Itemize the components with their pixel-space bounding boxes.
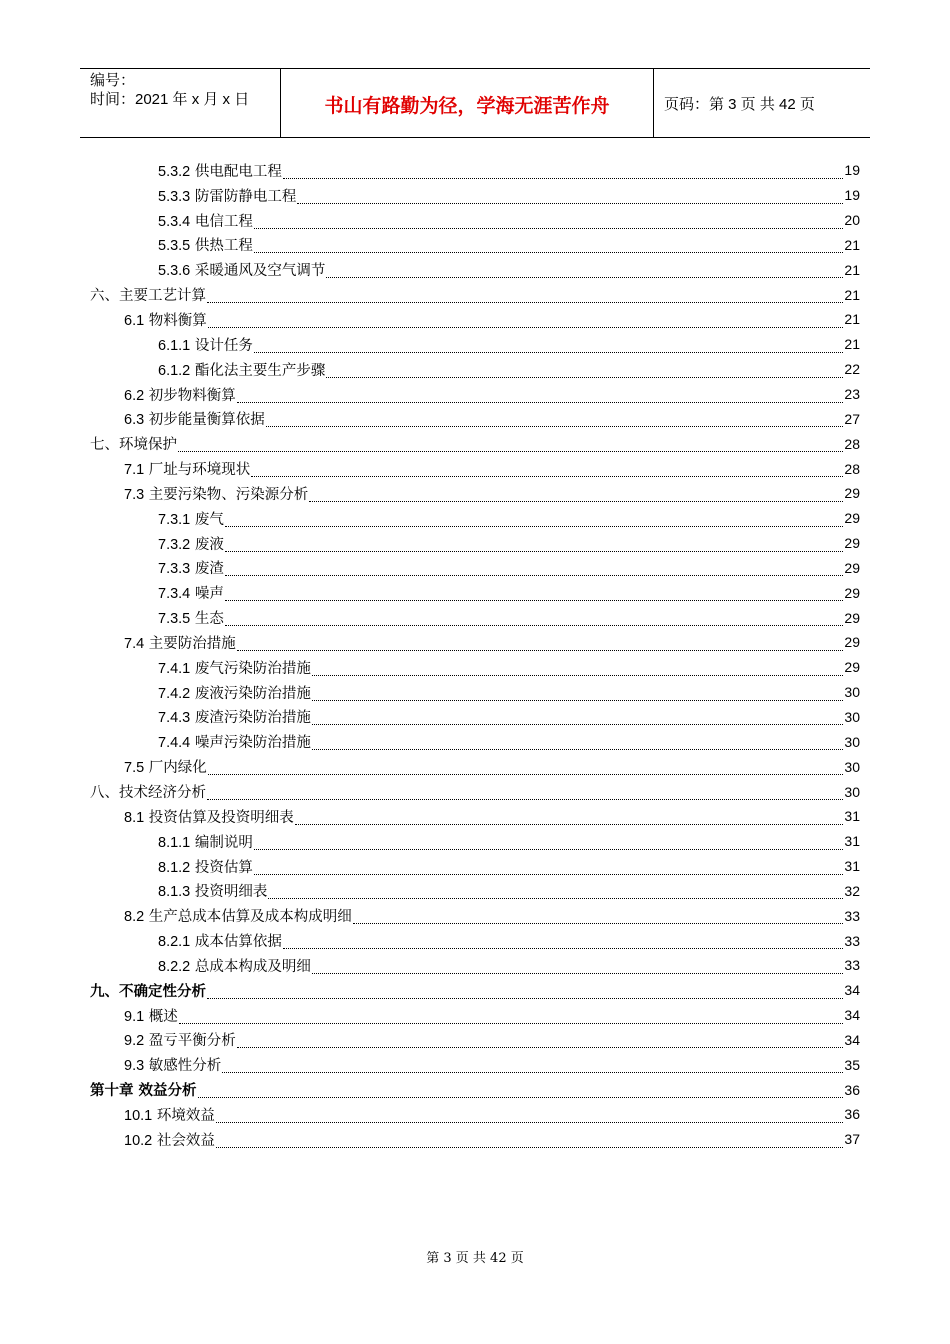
toc-entry-title: 环境效益 xyxy=(152,1107,215,1124)
toc-entry-label xyxy=(158,210,253,231)
toc-entry-number: 6.3 xyxy=(124,412,145,429)
toc-entry[interactable] xyxy=(90,953,860,978)
toc-entry[interactable] xyxy=(90,1077,860,1102)
toc-entry[interactable] xyxy=(90,158,860,183)
toc-entry-title: 总成本构成及明细 xyxy=(190,958,311,975)
toc-entry-page-number: 29 xyxy=(844,634,860,651)
header-motto: 书山有路勤为径，学海无涯苦作舟 xyxy=(281,69,654,137)
toc-entry-number: 5.3.3 xyxy=(158,188,191,205)
toc-entry-title: 初步物料衡算 xyxy=(144,387,236,404)
document-number-label: 编号： xyxy=(90,72,136,89)
toc-entry-title: 防雷防静电工程 xyxy=(190,188,297,205)
toc-entry-title: 供电配电工程 xyxy=(190,163,282,180)
toc-entry-title: 生态 xyxy=(190,611,224,628)
toc-entry[interactable] xyxy=(90,655,860,680)
toc-entry[interactable] xyxy=(90,854,860,879)
toc-entry-page-number: 35 xyxy=(844,1056,860,1073)
toc-entry-title: 投资明细表 xyxy=(190,884,268,901)
toc-entry[interactable] xyxy=(90,1028,860,1053)
toc-entry[interactable] xyxy=(90,406,860,431)
toc-entry-title: 物料衡算 xyxy=(144,312,207,329)
toc-entry-page-number: 29 xyxy=(844,485,860,502)
toc-dot-leader xyxy=(326,365,843,378)
toc-dot-leader xyxy=(216,1110,844,1123)
toc-entry[interactable] xyxy=(90,282,860,307)
toc-entry-page-number: 33 xyxy=(844,957,860,974)
toc-entry-page-number: 31 xyxy=(844,808,860,825)
toc-entry-page-number: 21 xyxy=(844,286,860,303)
toc-entry-page-number: 29 xyxy=(844,535,860,552)
toc-entry-page-number: 29 xyxy=(844,510,860,527)
toc-entry[interactable] xyxy=(90,779,860,804)
toc-entry-number: 5.3.4 xyxy=(158,213,191,230)
header-meta-cell xyxy=(80,69,281,137)
toc-entry[interactable] xyxy=(90,431,860,456)
toc-entry[interactable] xyxy=(90,729,860,754)
toc-entry-number: 7.3.3 xyxy=(158,561,191,578)
toc-dot-leader xyxy=(207,787,843,800)
toc-entry-number: 6.2 xyxy=(124,387,145,404)
toc-entry-page-number: 27 xyxy=(844,410,860,427)
toc-entry-label xyxy=(158,334,253,355)
toc-entry-number: 7.4.2 xyxy=(158,685,191,702)
toc-dot-leader xyxy=(326,265,843,278)
toc-dot-leader xyxy=(237,390,844,403)
toc-entry-label xyxy=(124,1054,221,1075)
toc-dot-leader xyxy=(251,464,843,477)
toc-entry-page-number: 30 xyxy=(844,684,860,701)
toc-entry-number: 9.1 xyxy=(124,1008,145,1025)
toc-entry-label xyxy=(158,657,311,678)
toc-dot-leader xyxy=(309,489,843,502)
toc-entry-page-number: 28 xyxy=(844,460,860,477)
toc-entry-label xyxy=(90,284,206,305)
toc-entry[interactable] xyxy=(90,1102,860,1127)
toc-entry-page-number: 36 xyxy=(844,1106,860,1123)
toc-entry-title: 社会效益 xyxy=(152,1132,215,1149)
toc-entry-page-number: 19 xyxy=(844,162,860,179)
toc-entry-page-number: 34 xyxy=(844,1031,860,1048)
toc-entry-title: 盈亏平衡分析 xyxy=(144,1033,236,1050)
toc-entry-label xyxy=(158,234,253,255)
toc-entry-label xyxy=(124,905,352,926)
toc-entry-label xyxy=(158,259,325,280)
toc-entry-page-number: 37 xyxy=(844,1131,860,1148)
toc-entry-number: 7.3.5 xyxy=(158,611,191,628)
toc-entry-title: 敏感性分析 xyxy=(144,1058,222,1075)
toc-entry-title: 采暖通风及空气调节 xyxy=(190,263,326,280)
toc-entry-label xyxy=(158,533,224,554)
toc-entry[interactable] xyxy=(90,580,860,605)
toc-entry-number: 8.1 xyxy=(124,809,145,826)
toc-entry[interactable] xyxy=(90,332,860,357)
toc-entry-label xyxy=(158,856,253,877)
toc-entry-page-number: 21 xyxy=(844,236,860,253)
toc-dot-leader xyxy=(225,613,844,626)
toc-entry-label xyxy=(124,806,294,827)
toc-entry-title: 酯化法主要生产步骤 xyxy=(190,362,326,379)
toc-entry-title: 废液 xyxy=(190,536,224,553)
toc-entry-label xyxy=(124,1029,236,1050)
toc-entry-label xyxy=(158,160,282,181)
toc-entry-number: 7.3.4 xyxy=(158,586,191,603)
toc-dot-leader xyxy=(266,414,844,427)
toc-entry-number: 8.2.1 xyxy=(158,934,191,951)
toc-entry-title: 主要污染物、污染源分析 xyxy=(144,486,309,503)
toc-entry[interactable] xyxy=(90,928,860,953)
toc-entry-title: 废渣 xyxy=(190,561,224,578)
toc-entry-page-number: 20 xyxy=(844,212,860,229)
page-footer: 第 3 页 共 42 页 xyxy=(426,1251,524,1266)
toc-entry-label xyxy=(124,458,250,479)
toc-entry[interactable] xyxy=(90,481,860,506)
toc-dot-leader xyxy=(297,191,843,204)
toc-entry-title: 供热工程 xyxy=(190,238,253,255)
toc-entry[interactable] xyxy=(90,804,860,829)
toc-entry-number: 7.4.4 xyxy=(158,735,191,752)
toc-entry-number: 6.1 xyxy=(124,312,145,329)
toc-entry-label xyxy=(124,309,207,330)
toc-dot-leader xyxy=(208,762,844,775)
toc-dot-leader xyxy=(353,911,844,924)
toc-dot-leader xyxy=(268,886,843,899)
toc-entry-label xyxy=(90,781,206,802)
toc-entry[interactable] xyxy=(90,903,860,928)
toc-entry-title: 噪声污染防治措施 xyxy=(190,735,311,752)
toc-entry-number: 10.1 xyxy=(124,1107,153,1124)
toc-entry[interactable] xyxy=(90,829,860,854)
toc-entry[interactable] xyxy=(90,978,860,1003)
toc-entry[interactable] xyxy=(90,754,860,779)
toc-dot-leader xyxy=(207,290,843,303)
toc-entry-page-number: 33 xyxy=(844,907,860,924)
toc-entry[interactable] xyxy=(90,1003,860,1028)
toc-entry-title: 设计任务 xyxy=(190,337,253,354)
toc-dot-leader xyxy=(312,712,844,725)
toc-entry-page-number: 22 xyxy=(844,361,860,378)
toc-entry[interactable] xyxy=(90,1127,860,1152)
toc-dot-leader xyxy=(178,439,843,452)
toc-dot-leader xyxy=(225,563,844,576)
toc-entry-page-number: 34 xyxy=(844,1007,860,1024)
toc-entry-title: 概述 xyxy=(144,1008,178,1025)
toc-entry-title: 第十章 效益分析 xyxy=(90,1083,197,1100)
toc-entry-label xyxy=(124,756,207,777)
toc-dot-leader xyxy=(283,936,844,949)
toc-entry[interactable] xyxy=(90,878,860,903)
toc-entry-label xyxy=(158,880,267,901)
toc-dot-leader xyxy=(254,862,844,875)
toc-dot-leader xyxy=(222,1060,843,1073)
toc-entry[interactable] xyxy=(90,382,860,407)
toc-entry-label xyxy=(158,930,282,951)
toc-entry-number: 8.1.1 xyxy=(158,834,191,851)
toc-entry[interactable] xyxy=(90,307,860,332)
toc-entry-title: 废气 xyxy=(190,511,224,528)
toc-entry-page-number: 30 xyxy=(844,733,860,750)
toc-entry-label xyxy=(158,607,224,628)
toc-entry-label xyxy=(158,731,311,752)
toc-entry-label xyxy=(124,1129,215,1150)
toc-dot-leader xyxy=(312,688,844,701)
toc-entry-page-number: 23 xyxy=(844,386,860,403)
toc-entry-title: 厂址与环境现状 xyxy=(144,462,251,479)
toc-entry-title: 主要防治措施 xyxy=(144,635,236,652)
toc-entry-page-number: 29 xyxy=(844,609,860,626)
toc-entry-number: 5.3.6 xyxy=(158,263,191,280)
toc-dot-leader xyxy=(254,240,844,253)
toc-entry-page-number: 21 xyxy=(844,336,860,353)
toc-entry-title: 生产总成本估算及成本构成明细 xyxy=(144,909,352,926)
toc-entry-number: 7.4 xyxy=(124,635,145,652)
toc-dot-leader xyxy=(198,1085,844,1098)
toc-entry[interactable] xyxy=(90,556,860,581)
toc-entry-title: 编制说明 xyxy=(190,834,253,851)
toc-entry[interactable] xyxy=(90,531,860,556)
toc-entry-label xyxy=(124,384,236,405)
toc-dot-leader xyxy=(208,315,844,328)
toc-entry[interactable] xyxy=(90,456,860,481)
toc-entry-label xyxy=(124,408,265,429)
toc-entry-page-number: 21 xyxy=(844,261,860,278)
toc-entry[interactable] xyxy=(90,233,860,258)
toc-entry-label xyxy=(158,508,224,529)
toc-entry-title: 七、环境保护 xyxy=(90,437,177,454)
toc-entry[interactable] xyxy=(90,506,860,531)
toc-entry-page-number: 36 xyxy=(844,1081,860,1098)
toc-entry-page-number: 29 xyxy=(844,659,860,676)
toc-entry-number: 7.3 xyxy=(124,486,145,503)
toc-entry-label xyxy=(124,632,236,653)
toc-dot-leader xyxy=(179,1011,844,1024)
toc-entry-title: 投资估算及投资明细表 xyxy=(144,809,294,826)
toc-entry-label xyxy=(90,1079,197,1100)
toc-entry-title: 八、技术经济分析 xyxy=(90,785,206,802)
toc-entry[interactable] xyxy=(90,705,860,730)
toc-entry-number: 10.2 xyxy=(124,1132,153,1149)
toc-entry[interactable] xyxy=(90,1052,860,1077)
toc-entry-label xyxy=(158,706,311,727)
toc-entry-page-number: 30 xyxy=(844,708,860,725)
toc-entry-number: 9.3 xyxy=(124,1058,145,1075)
toc-entry-label xyxy=(90,980,206,1001)
toc-entry-page-number: 30 xyxy=(844,758,860,775)
toc-entry-title: 废气污染防治措施 xyxy=(190,660,311,677)
toc-entry[interactable] xyxy=(90,680,860,705)
toc-entry-page-number: 31 xyxy=(844,833,860,850)
toc-entry-number: 7.3.1 xyxy=(158,511,191,528)
toc-entry[interactable] xyxy=(90,605,860,630)
toc-entry[interactable] xyxy=(90,357,860,382)
toc-dot-leader xyxy=(225,514,844,527)
toc-entry-title: 废液污染防治措施 xyxy=(190,685,311,702)
document-date-label: 时间：2021 年 x 月 x 日 xyxy=(90,91,250,108)
toc-entry-number: 7.5 xyxy=(124,760,145,777)
toc-entry-label xyxy=(158,955,311,976)
toc-entry-label xyxy=(124,1005,178,1026)
toc-dot-leader xyxy=(295,812,844,825)
toc-dot-leader xyxy=(237,638,844,651)
toc-entry-label xyxy=(90,433,177,454)
toc-entry-page-number: 28 xyxy=(844,435,860,452)
toc-entry-number: 6.1.1 xyxy=(158,337,191,354)
toc-entry-title: 废渣污染防治措施 xyxy=(190,710,311,727)
toc-entry-title: 厂内绿化 xyxy=(144,760,207,777)
toc-entry[interactable] xyxy=(90,208,860,233)
toc-dot-leader xyxy=(312,961,844,974)
toc-entry-number: 8.1.3 xyxy=(158,884,191,901)
toc-entry-number: 7.3.2 xyxy=(158,536,191,553)
toc-entry-label xyxy=(124,1104,215,1125)
toc-entry-label xyxy=(158,831,253,852)
toc-entry-page-number: 29 xyxy=(844,584,860,601)
toc-entry-title: 初步能量衡算依据 xyxy=(144,412,265,429)
toc-entry-page-number: 29 xyxy=(844,559,860,576)
toc-entry-number: 5.3.5 xyxy=(158,238,191,255)
toc-entry-number: 5.3.2 xyxy=(158,163,191,180)
toc-entry-page-number: 30 xyxy=(844,783,860,800)
toc-entry[interactable] xyxy=(90,183,860,208)
toc-entry-title: 投资估算 xyxy=(190,859,253,876)
toc-entry-page-number: 34 xyxy=(844,982,860,999)
toc-entry-title: 成本估算依据 xyxy=(190,934,282,951)
toc-entry-label xyxy=(158,359,325,380)
toc-entry-number: 7.1 xyxy=(124,462,145,479)
toc-dot-leader xyxy=(225,588,844,601)
toc-entry-number: 7.4.3 xyxy=(158,710,191,727)
toc-dot-leader xyxy=(254,340,844,353)
toc-entry-title: 电信工程 xyxy=(190,213,253,230)
toc-entry-label xyxy=(158,582,224,603)
toc-entry-page-number: 33 xyxy=(844,932,860,949)
toc-dot-leader xyxy=(216,1135,844,1148)
toc-entry-label xyxy=(158,682,311,703)
toc-dot-leader xyxy=(283,166,844,179)
toc-entry-number: 8.2.2 xyxy=(158,958,191,975)
toc-entry-number: 9.2 xyxy=(124,1033,145,1050)
table-of-contents xyxy=(90,158,860,1152)
toc-entry-label xyxy=(158,557,224,578)
toc-entry-title: 六、主要工艺计算 xyxy=(90,288,206,305)
toc-entry-number: 6.1.2 xyxy=(158,362,191,379)
toc-entry-label xyxy=(158,185,296,206)
toc-entry-number: 8.1.2 xyxy=(158,859,191,876)
toc-entry-title: 九、不确定性分析 xyxy=(90,983,206,1000)
toc-entry-page-number: 19 xyxy=(844,187,860,204)
toc-entry[interactable] xyxy=(90,257,860,282)
toc-entry-page-number: 32 xyxy=(844,882,860,899)
toc-entry-label xyxy=(124,483,308,504)
toc-dot-leader xyxy=(254,837,844,850)
toc-dot-leader xyxy=(207,986,843,999)
toc-entry-number: 7.4.1 xyxy=(158,660,191,677)
toc-dot-leader xyxy=(254,216,844,229)
toc-dot-leader xyxy=(225,539,844,552)
toc-entry-title: 噪声 xyxy=(190,586,224,603)
toc-entry-page-number: 31 xyxy=(844,858,860,875)
toc-dot-leader xyxy=(312,663,844,676)
toc-dot-leader xyxy=(312,737,844,750)
toc-entry-number: 8.2 xyxy=(124,909,145,926)
toc-dot-leader xyxy=(237,1035,844,1048)
header-page-info: 页码：第 3 页 共 42 页 xyxy=(664,96,815,113)
toc-entry-page-number: 21 xyxy=(844,311,860,328)
page-header xyxy=(80,68,870,138)
toc-entry[interactable] xyxy=(90,630,860,655)
